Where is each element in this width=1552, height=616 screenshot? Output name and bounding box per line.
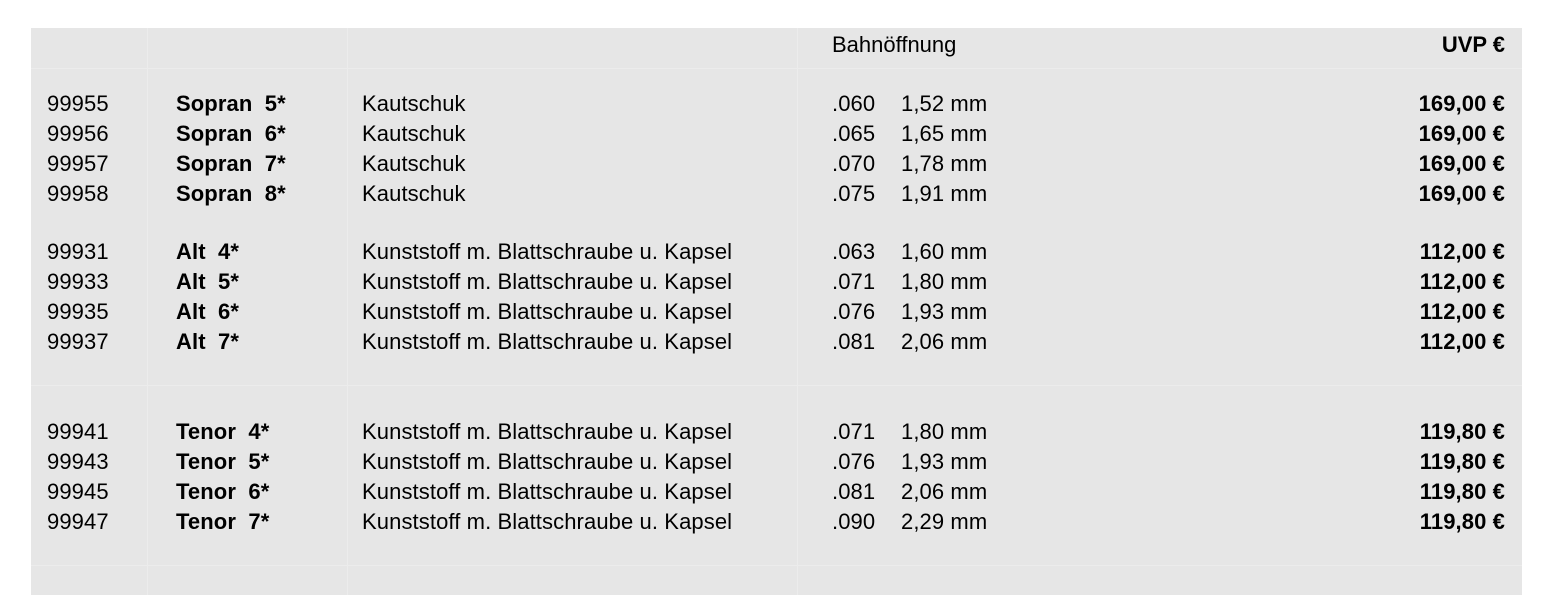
tip-opening-mm: 1,78 mm (901, 151, 988, 176)
article-number: 99935 (47, 299, 109, 324)
material: Kunststoff m. Blattschraube u. Kapsel (362, 329, 733, 354)
material: Kautschuk (362, 121, 466, 146)
model-name: Sopran 8* (176, 181, 286, 206)
tip-opening-inch: .063 (832, 239, 876, 264)
row-divider (31, 385, 1522, 386)
article-number: 99933 (47, 269, 109, 294)
article-number: 99956 (47, 121, 109, 146)
tip-opening-mm: 1,80 mm (901, 269, 988, 294)
price: 119,80 € (1419, 509, 1505, 534)
tip-opening-inch: .081 (832, 329, 876, 354)
article-number: 99958 (47, 181, 109, 206)
material: Kunststoff m. Blattschraube u. Kapsel (362, 479, 733, 504)
tip-opening-mm: 1,80 mm (901, 419, 988, 444)
model-name: Alt 6* (176, 299, 240, 324)
material: Kautschuk (362, 181, 466, 206)
tip-opening-inch: .075 (832, 181, 876, 206)
model-name: Alt 5* (176, 269, 240, 294)
price-table (31, 28, 1522, 595)
article-number: 99943 (47, 449, 109, 474)
price: 112,00 € (1419, 299, 1505, 324)
column-divider (347, 28, 348, 595)
row-divider (31, 565, 1522, 566)
tip-opening-mm: 1,52 mm (901, 91, 988, 116)
model-name: Sopran 7* (176, 151, 286, 176)
material: Kautschuk (362, 91, 466, 116)
tip-opening-inch: .071 (832, 419, 876, 444)
model-name: Tenor 4* (176, 419, 270, 444)
tip-opening-inch: .070 (832, 151, 876, 176)
material: Kunststoff m. Blattschraube u. Kapsel (362, 269, 733, 294)
price: 169,00 € (1418, 181, 1505, 206)
price: 119,80 € (1419, 419, 1505, 444)
price: 169,00 € (1418, 121, 1505, 146)
article-number: 99955 (47, 91, 109, 116)
model-name: Tenor 6* (176, 479, 270, 504)
material: Kunststoff m. Blattschraube u. Kapsel (362, 419, 733, 444)
material: Kunststoff m. Blattschraube u. Kapsel (362, 449, 733, 474)
model-name: Tenor 5* (176, 449, 270, 474)
article-number: 99945 (47, 479, 109, 504)
tip-opening-mm: 1,60 mm (901, 239, 988, 264)
column-divider (147, 28, 148, 595)
tip-opening-inch: .076 (832, 449, 876, 474)
material: Kautschuk (362, 151, 466, 176)
model-name: Sopran 6* (176, 121, 286, 146)
article-number: 99957 (47, 151, 109, 176)
material: Kunststoff m. Blattschraube u. Kapsel (362, 509, 733, 534)
model-name: Alt 4* (176, 239, 240, 264)
tip-opening-mm: 2,06 mm (901, 329, 988, 354)
row-divider (31, 68, 1522, 69)
tip-opening-mm: 2,29 mm (901, 509, 988, 534)
tip-opening-mm: 2,06 mm (901, 479, 988, 504)
price: 119,80 € (1419, 479, 1505, 504)
tip-opening-inch: .081 (832, 479, 876, 504)
price: 112,00 € (1419, 329, 1505, 354)
article-number: 99937 (47, 329, 109, 354)
article-number: 99947 (47, 509, 109, 534)
header-bahnoeffnung: Bahnöffnung (832, 32, 957, 57)
tip-opening-inch: .071 (832, 269, 876, 294)
tip-opening-mm: 1,91 mm (901, 181, 988, 206)
price: 112,00 € (1419, 239, 1505, 264)
header-uvp: UVP € (1441, 32, 1505, 57)
model-name: Sopran 5* (176, 91, 286, 116)
tip-opening-inch: .065 (832, 121, 876, 146)
price: 112,00 € (1419, 269, 1505, 294)
model-name: Alt 7* (176, 329, 240, 354)
tip-opening-inch: .060 (832, 91, 876, 116)
article-number: 99941 (47, 419, 109, 444)
tip-opening-mm: 1,93 mm (901, 299, 988, 324)
price: 169,00 € (1418, 91, 1505, 116)
tip-opening-mm: 1,93 mm (901, 449, 988, 474)
price: 119,80 € (1419, 449, 1505, 474)
material: Kunststoff m. Blattschraube u. Kapsel (362, 239, 733, 264)
price: 169,00 € (1418, 151, 1505, 176)
model-name: Tenor 7* (176, 509, 270, 534)
article-number: 99931 (47, 239, 109, 264)
tip-opening-inch: .076 (832, 299, 876, 324)
material: Kunststoff m. Blattschraube u. Kapsel (362, 299, 733, 324)
tip-opening-mm: 1,65 mm (901, 121, 988, 146)
column-divider (797, 28, 798, 595)
tip-opening-inch: .090 (832, 509, 876, 534)
